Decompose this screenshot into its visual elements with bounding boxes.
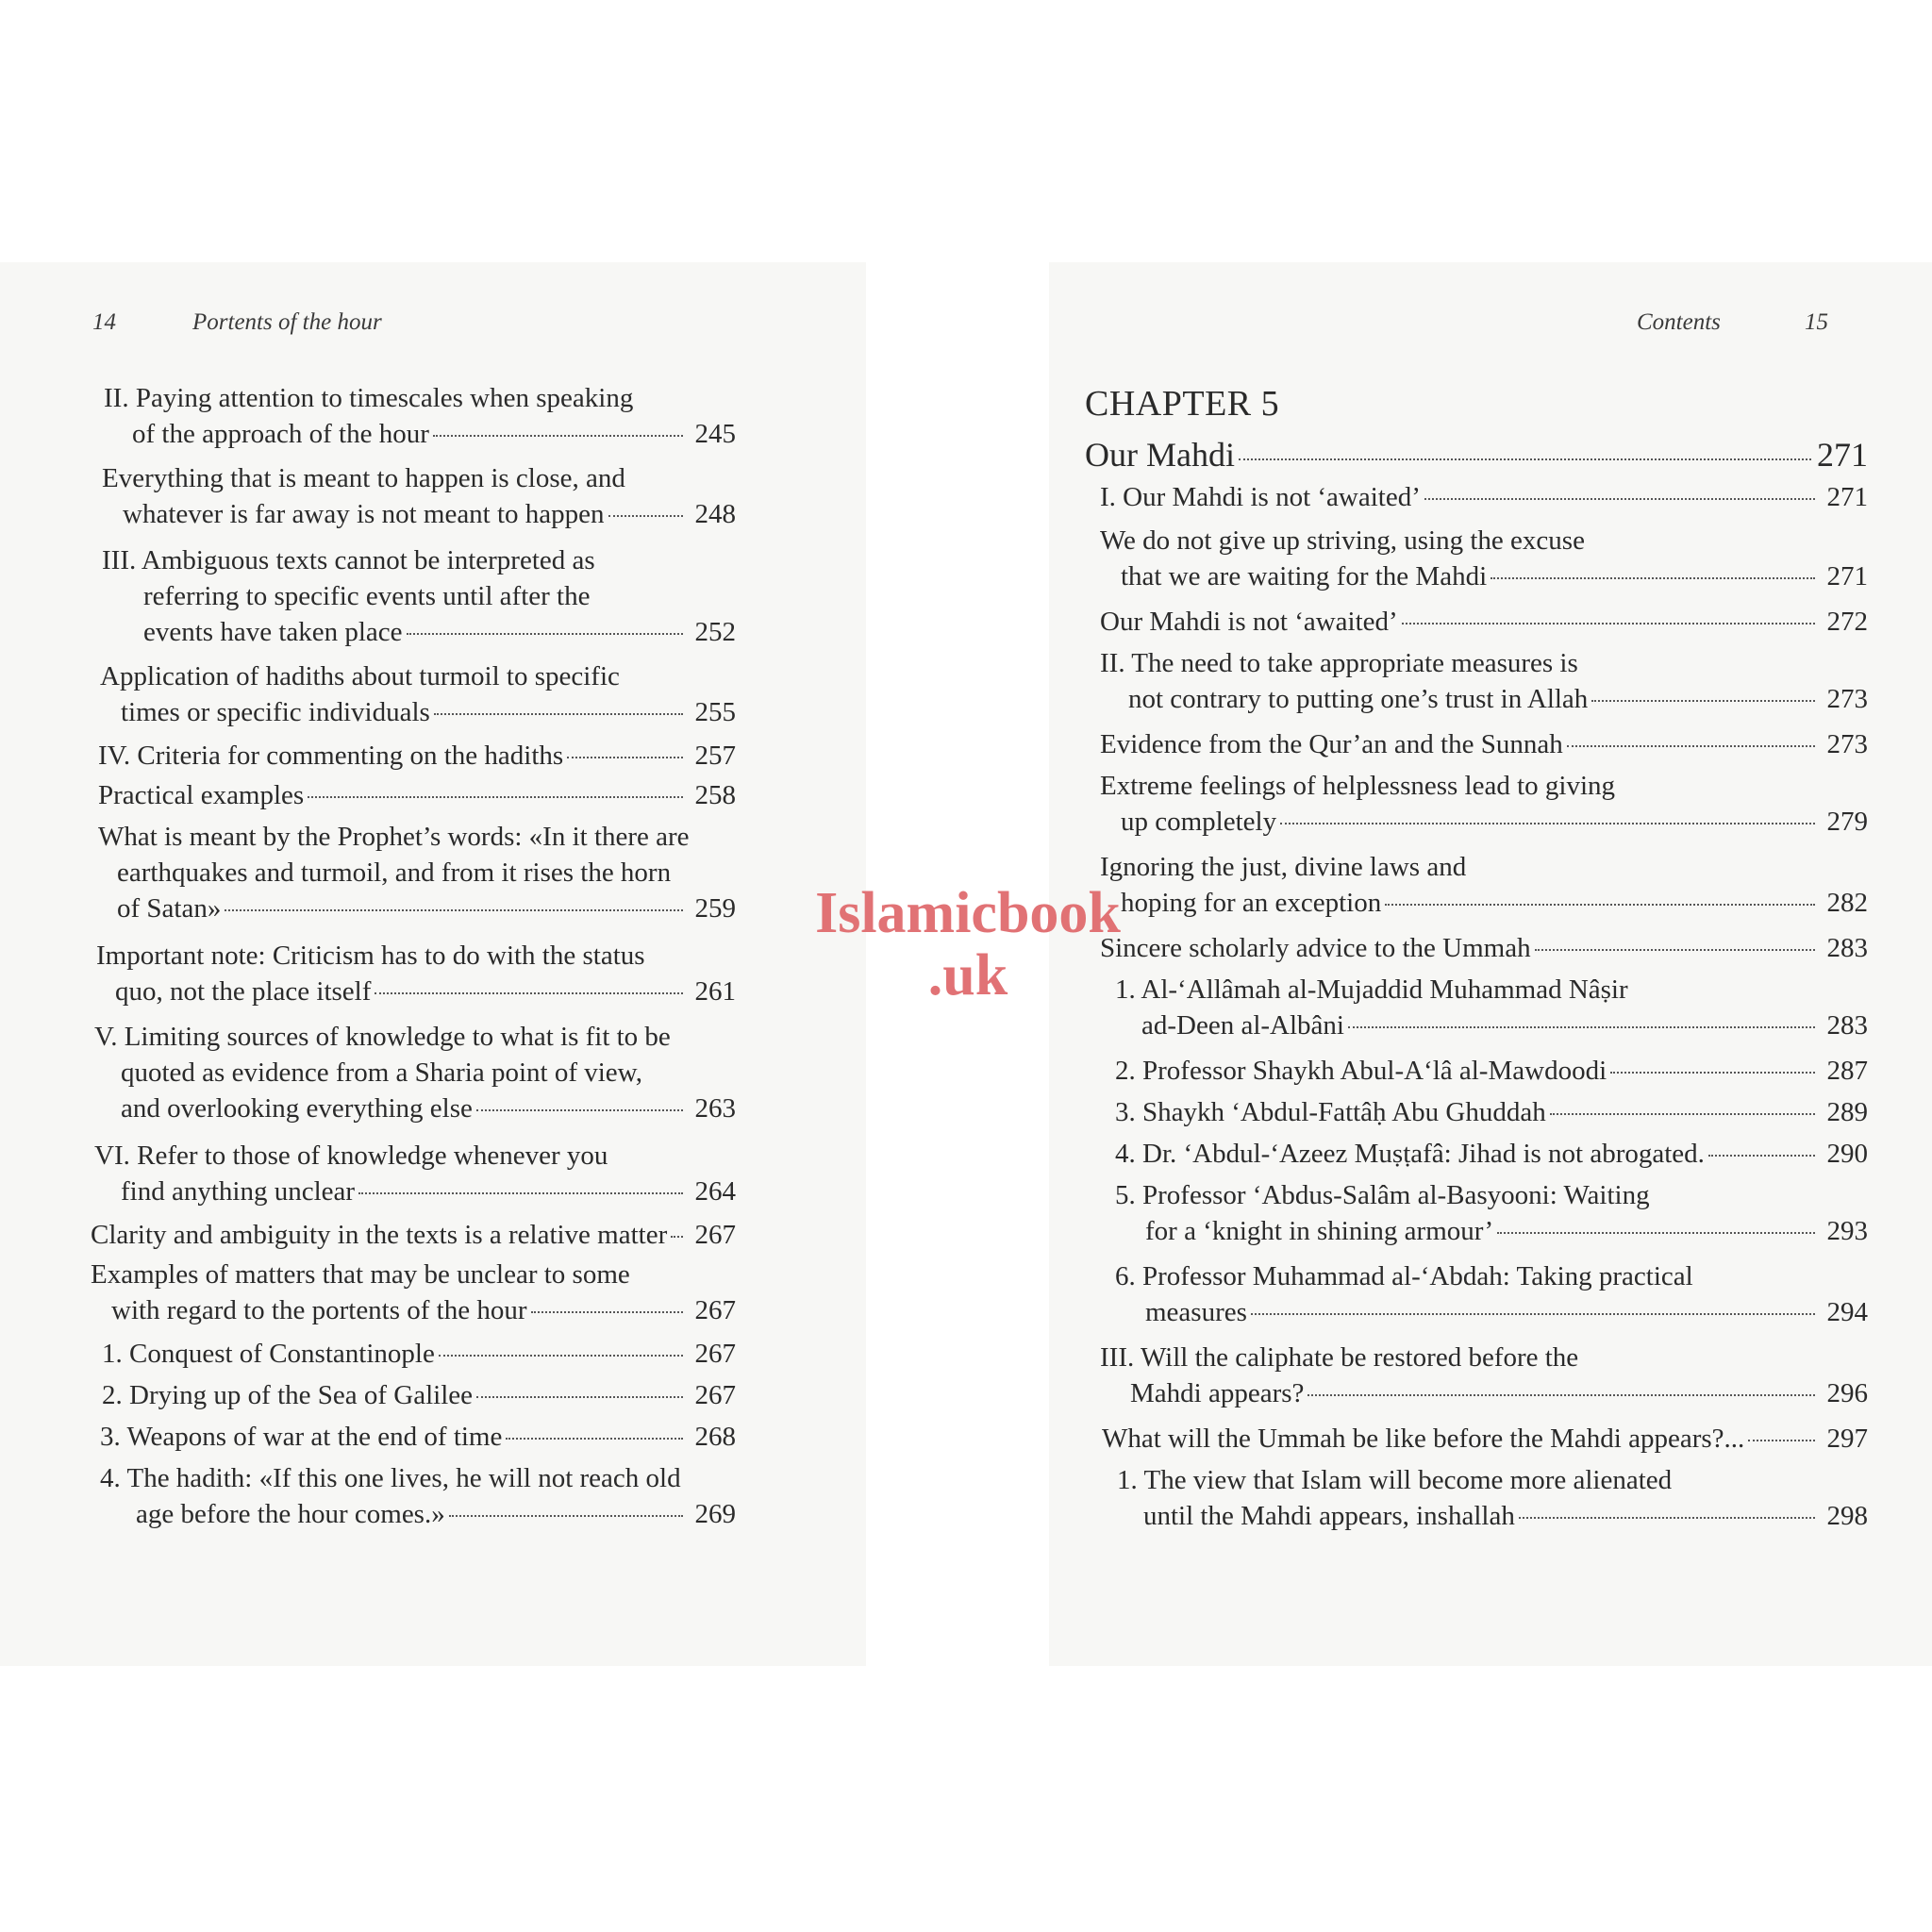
right-page [1049, 262, 1932, 1666]
dot-leader [567, 757, 683, 758]
right-entry-page-number: 298 [1826, 1501, 1868, 1531]
right-entry-page-number: 271 [1826, 561, 1868, 591]
left-entry-text: II. Paying attention to timescales when speaking [104, 383, 634, 413]
right-entry-page-number: 290 [1826, 1139, 1868, 1169]
dot-leader [439, 1355, 683, 1357]
left-entry [100, 1419, 736, 1455]
right-entry-text: III. Will the caliphate be restored before the [1100, 1342, 1579, 1373]
right-entry-text: 6. Professor Muhammad al-‘Abdah: Taking practical [1115, 1261, 1693, 1291]
left-entry [102, 1377, 736, 1413]
right-entry-text: hoping for an exception [1121, 888, 1382, 918]
right-entry-text: 2. Professor Shaykh Abul-A‘lâ al-Mawdoodi [1115, 1056, 1607, 1086]
left-entry [94, 1019, 736, 1126]
right-entry-text: for a ‘knight in shining armour’ [1145, 1216, 1494, 1246]
left-entry-text: quo, not the place itself [115, 976, 372, 1007]
dot-leader [1591, 700, 1815, 702]
right-entry [1100, 1340, 1868, 1411]
right-entry [1100, 768, 1868, 840]
left-entry-text: What is meant by the Prophet’s words: «In it there are [98, 822, 690, 852]
chapter-label: CHAPTER 5 [1085, 384, 1280, 424]
left-entry-text: Important note: Criticism has to do with the status [96, 941, 645, 971]
left-entry-page-number: 255 [694, 697, 736, 727]
right-entry [1085, 434, 1868, 475]
right-entry-text: Mahdi appears? [1130, 1378, 1305, 1408]
right-entry-page-number: 273 [1826, 729, 1868, 759]
left-page-number: 14 [92, 309, 116, 335]
dot-leader [1550, 1113, 1815, 1115]
right-entry [1100, 849, 1868, 921]
left-entry-text: 3. Weapons of war at the end of time [100, 1422, 503, 1452]
right-entry [1115, 1094, 1868, 1130]
right-entry-text: Extreme feelings of helplessness lead to giving [1100, 771, 1616, 801]
right-entry-text: What will the Ummah be like before the Mahdi appears?... [1102, 1424, 1745, 1454]
dot-leader [407, 633, 683, 635]
right-entry [1115, 1258, 1868, 1330]
dot-leader [1610, 1072, 1815, 1074]
right-entry-page-number: 296 [1826, 1378, 1868, 1408]
right-entry [1100, 726, 1868, 762]
dot-leader [308, 796, 683, 798]
right-entry-page-number: 287 [1826, 1056, 1868, 1086]
left-entry-page-number: 267 [694, 1220, 736, 1250]
left-entry-text: Examples of matters that may be unclear to some [91, 1259, 630, 1290]
left-entry [91, 1257, 736, 1328]
right-entry-text: II. The need to take appropriate measures is [1100, 648, 1578, 678]
left-page [0, 262, 866, 1666]
dot-leader [1708, 1155, 1815, 1157]
right-entry-page-number: 283 [1826, 933, 1868, 963]
left-entry-page-number: 245 [694, 419, 736, 449]
right-entry-page-number: 271 [1817, 436, 1868, 474]
left-entry-text: V. Limiting sources of knowledge to what is fit to be [94, 1022, 671, 1052]
right-entry-page-number: 297 [1826, 1424, 1868, 1454]
dot-leader [506, 1438, 683, 1440]
left-entry-page-number: 259 [694, 893, 736, 924]
dot-leader [608, 515, 683, 517]
right-entry-text: I. Our Mahdi is not ‘awaited’ [1100, 482, 1421, 512]
dot-leader [531, 1311, 683, 1313]
dot-leader [225, 909, 683, 911]
right-entry-text: Sincere scholarly advice to the Ummah [1100, 933, 1531, 963]
right-entry-page-number: 279 [1826, 807, 1868, 837]
dot-leader [449, 1515, 683, 1517]
left-entry-text: IV. Criteria for commenting on the hadiths [98, 741, 564, 771]
right-entry [1115, 1177, 1868, 1249]
dot-leader [1280, 823, 1815, 824]
dot-leader [375, 992, 683, 994]
right-entry-text: Our Mahdi is not ‘awaited’ [1100, 607, 1398, 637]
left-entry [96, 938, 736, 1009]
left-entry-text: Clarity and ambiguity in the texts is a relative matter [91, 1220, 668, 1250]
left-entry-text: 1. Conquest of Constantinople [102, 1339, 435, 1369]
dot-leader [1348, 1026, 1815, 1028]
left-entry-page-number: 261 [694, 976, 736, 1007]
dot-leader [1748, 1440, 1815, 1441]
right-entry-text: 1. Al-‘Allâmah al-Mujaddid Muhammad Nâṣir [1115, 974, 1628, 1005]
left-entry-text: find anything unclear [121, 1176, 356, 1207]
dot-leader [476, 1396, 683, 1398]
left-entry-page-number: 263 [694, 1093, 736, 1124]
dot-leader [671, 1236, 683, 1238]
left-entry-text: Everything that is meant to happen is close, and [102, 463, 625, 493]
right-entry-text: Our Mahdi [1085, 436, 1235, 474]
left-entry [100, 658, 736, 730]
left-entry-page-number: 264 [694, 1176, 736, 1207]
left-entry-text: 2. Drying up of the Sea of Galilee [102, 1380, 474, 1410]
dot-leader [358, 1192, 683, 1194]
dot-leader [1491, 577, 1815, 579]
watermark-line-2: .uk [927, 943, 1008, 1008]
left-entry [91, 1217, 736, 1253]
right-entry-text: 1. The view that Islam will become more alienated [1117, 1465, 1673, 1495]
right-entry-text: 3. Shaykh ‘Abdul-Fattâḥ Abu Ghuddah [1115, 1097, 1546, 1127]
right-entry-page-number: 293 [1826, 1216, 1868, 1246]
right-running-title: Contents [1637, 309, 1721, 335]
left-entry-page-number: 269 [694, 1499, 736, 1529]
watermark [798, 882, 1138, 1007]
right-entry-text: We do not give up striving, using the excuse [1100, 525, 1585, 556]
right-entry-page-number: 294 [1826, 1297, 1868, 1327]
right-entry-page-number: 273 [1826, 684, 1868, 714]
right-entry-text: Ignoring the just, divine laws and [1100, 852, 1467, 882]
right-entry-page-number: 271 [1826, 482, 1868, 512]
left-entry-page-number: 258 [694, 780, 736, 810]
right-entry-text: not contrary to putting one’s trust in Allah [1128, 684, 1589, 714]
dot-leader [1535, 949, 1815, 951]
dot-leader [433, 435, 683, 437]
right-entry [1117, 1462, 1868, 1534]
left-entry-page-number: 267 [694, 1339, 736, 1369]
left-entry-page-number: 267 [694, 1380, 736, 1410]
dot-leader [1385, 904, 1815, 906]
dot-leader [1519, 1517, 1815, 1519]
left-entry-text: Practical examples [98, 780, 305, 810]
left-entry-page-number: 252 [694, 617, 736, 647]
right-entry [1100, 479, 1868, 515]
left-entry-text: of Satan» [117, 893, 222, 924]
left-entry-text: of the approach of the hour [132, 419, 429, 449]
dot-leader [1567, 745, 1815, 747]
dot-leader [1307, 1394, 1815, 1396]
left-entry-text: earthquakes and turmoil, and from it rises the horn [117, 858, 672, 888]
dot-leader [434, 713, 683, 715]
right-entry [1102, 1421, 1868, 1457]
left-entry [100, 1460, 736, 1532]
dot-leader [1497, 1232, 1815, 1234]
left-entry-text: and overlooking everything else [121, 1093, 473, 1124]
left-entry [98, 738, 736, 774]
right-entry-page-number: 282 [1826, 888, 1868, 918]
left-entry-text: whatever is far away is not meant to happen [123, 499, 605, 529]
right-entry-text: up completely [1121, 807, 1277, 837]
left-entry-text: with regard to the portents of the hour [111, 1295, 527, 1325]
right-entry-page-number: 272 [1826, 607, 1868, 637]
left-entry [102, 460, 736, 532]
right-entry-text: Evidence from the Qur’an and the Sunnah [1100, 729, 1563, 759]
left-entry [104, 380, 736, 452]
left-entry [98, 777, 736, 813]
right-entry [1100, 930, 1868, 966]
right-entry-page-number: 283 [1826, 1010, 1868, 1041]
right-entry-page-number: 289 [1826, 1097, 1868, 1127]
dot-leader [1424, 498, 1815, 500]
left-entry-page-number: 257 [694, 741, 736, 771]
right-entry-text: ad-Deen al-Albâni [1141, 1010, 1344, 1041]
left-entry-text: III. Ambiguous texts cannot be interpreted as [102, 545, 595, 575]
left-entry-text: age before the hour comes.» [136, 1499, 445, 1529]
left-entry [102, 1336, 736, 1372]
dot-leader [1239, 458, 1811, 460]
left-entry-text: VI. Refer to those of knowledge whenever you [94, 1141, 608, 1171]
right-entry-text: until the Mahdi appears, inshallah [1143, 1501, 1515, 1531]
left-entry [98, 819, 736, 926]
left-running-title: Portents of the hour [192, 309, 382, 335]
right-page-number: 15 [1805, 309, 1828, 335]
left-entry [94, 1138, 736, 1209]
left-entry [102, 542, 736, 650]
dot-leader [1402, 623, 1815, 625]
left-entry-text: events have taken place [143, 617, 403, 647]
right-entry [1100, 645, 1868, 717]
right-entry-text: 4. Dr. ‘Abdul-‘Azeez Muṣṭafâ: Jihad is not abrogated. [1115, 1139, 1705, 1169]
dot-leader [476, 1109, 683, 1111]
right-entry-text: measures [1145, 1297, 1247, 1327]
left-entry-page-number: 268 [694, 1422, 736, 1452]
watermark-line-1: Islamicbook [815, 881, 1121, 945]
right-entry [1100, 604, 1868, 640]
left-entry-text: quoted as evidence from a Sharia point of view, [121, 1058, 642, 1088]
right-entry-text: that we are waiting for the Mahdi [1121, 561, 1488, 591]
left-entry-text: 4. The hadith: «If this one lives, he will not reach old [100, 1463, 681, 1493]
right-entry [1115, 1053, 1868, 1089]
left-entry-page-number: 267 [694, 1295, 736, 1325]
right-entry [1115, 1136, 1868, 1172]
left-entry-text: times or specific individuals [121, 697, 430, 727]
left-entry-text: Application of hadiths about turmoil to specific [100, 661, 620, 691]
dot-leader [1251, 1313, 1815, 1315]
left-entry-page-number: 248 [694, 499, 736, 529]
right-entry [1115, 972, 1868, 1043]
left-entry-text: referring to specific events until after the [143, 581, 591, 611]
right-entry-text: 5. Professor ‘Abdus-Salâm al-Basyooni: Waiting [1115, 1180, 1650, 1210]
right-entry [1100, 523, 1868, 594]
